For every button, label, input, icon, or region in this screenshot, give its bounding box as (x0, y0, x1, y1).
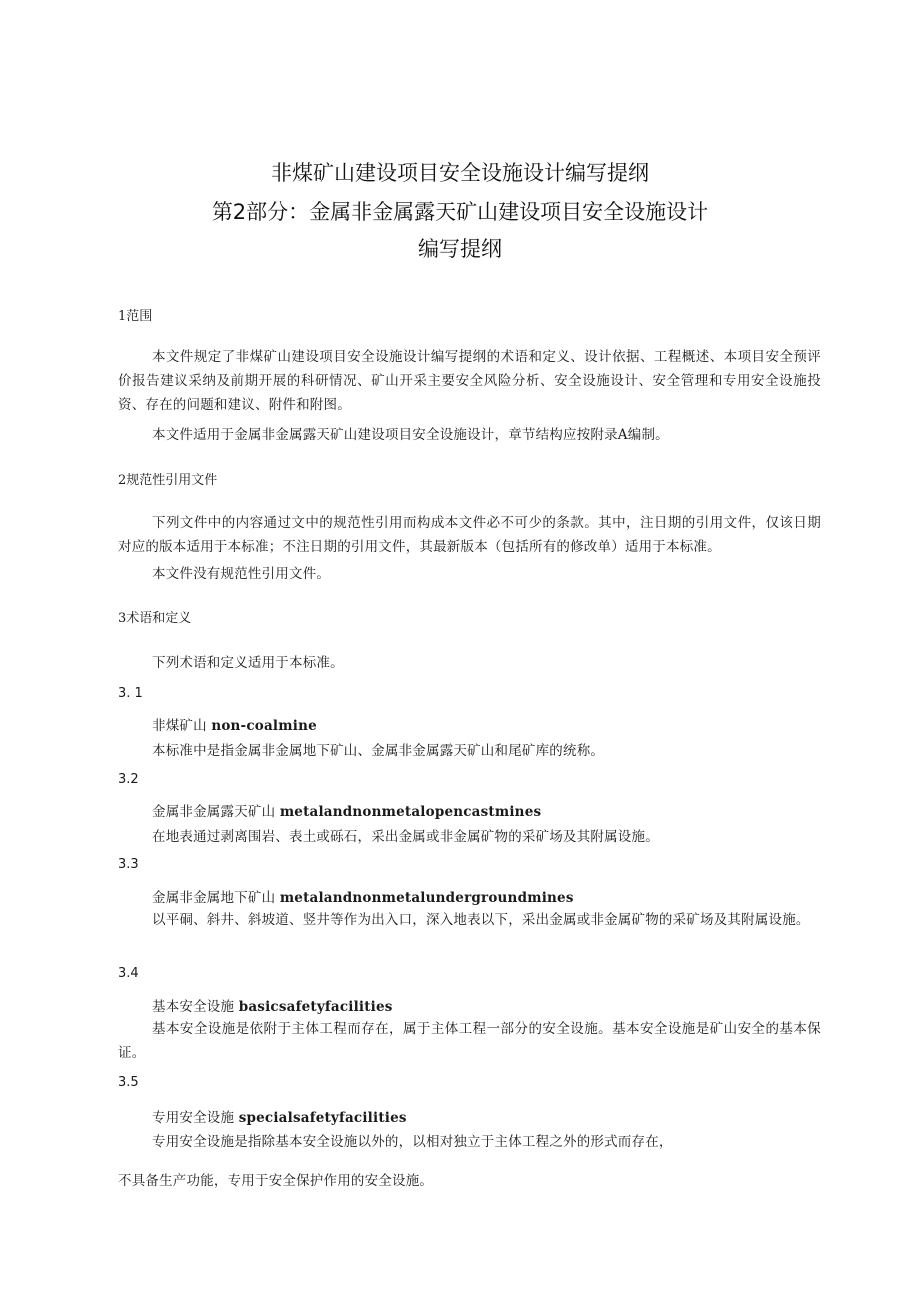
term-title (152, 886, 574, 906)
section-1-paragraph-1: 本文件规定了非煤矿山建设项目安全设施设计编写提纲的术语和定义、设计依据、工程概述、本项目安全预评价报告建议采纳及前期开展的科研情况、矿山开采主要安全风险分析、安全设施设计、安全管理和专用安全设施投资、存在的问题和建议、附件和附图。 (118, 349, 821, 413)
doc-title-line3: 编写提纲 (418, 237, 502, 261)
term-title (152, 714, 317, 734)
term-cn: 基本安全设施 (152, 999, 235, 1015)
doc-title-line1: 非煤矿山建设项目安全设施设计编写提纲 (271, 161, 649, 185)
section-2-heading: 2规范性引用文件 (118, 473, 218, 488)
term-definition: 以平硐、斜井、斜坡道、竖井等作为出入口，深入地表以下，采出金属或非金属矿物的采矿场及其附属设施。 (152, 912, 810, 928)
term-en: metalandnonmetalundergroundmines (279, 890, 574, 906)
term-definition-continued: 不具备生产功能，专用于安全保护作用的安全设施。 (118, 1173, 434, 1189)
term-title (152, 800, 541, 820)
term-definition: 在地表通过剥离围岩、表土或砾石，采出金属或非金属矿物的采矿场及其附属设施。 (152, 829, 659, 845)
section-1-paragraph-2: 本文件适用于金属非金属露天矿山建设项目安全设施设计，章节结构应按附录A编制。 (152, 427, 669, 443)
term-number: 3.2 (118, 772, 139, 787)
term-en: basicsafetyfacilities (238, 999, 393, 1015)
term-number: 3.3 (118, 857, 139, 872)
term-cn: 专用安全设施 (152, 1110, 235, 1126)
term-definition: 专用安全设施是指除基本安全设施以外的，以相对独立于主体工程之外的形式而存在， (152, 1134, 673, 1150)
doc-title-line2: 第2部分：金属非金属露天矿山建设项目安全设施设计 (211, 200, 709, 224)
section-3-heading: 3术语和定义 (118, 611, 192, 626)
section-2-paragraph-2: 本文件没有规范性引用文件。 (152, 566, 331, 582)
section-3-intro: 下列术语和定义适用于本标准。 (152, 655, 344, 671)
term-cn: 金属非金属露天矿山 (152, 804, 276, 820)
term-number: 3. 1 (118, 686, 143, 701)
section-1-heading: 1范围 (118, 309, 153, 324)
term-cn: 非煤矿山 (152, 718, 207, 734)
term-en: non-coalmine (211, 718, 317, 734)
term-en: metalandnonmetalopencastmines (279, 804, 542, 820)
term-en: specialsafetyfacilities (238, 1110, 407, 1126)
term-definition: 基本安全设施是依附于主体工程而存在，属于主体工程一部分的安全设施。基本安全设施是矿山安全的基本保证。 (118, 1021, 821, 1061)
term-title (152, 1106, 407, 1126)
term-number: 3.5 (118, 1075, 139, 1090)
term-title (152, 995, 393, 1015)
section-2-paragraph-1: 下列文件中的内容通过文中的规范性引用而构成本文件必不可少的条款。其中，注日期的引用文件，仅该日期对应的版本适用于本标准；不注日期的引用文件，其最新版本（包括所有的修改单）适用于本标准。 (118, 515, 821, 555)
term-cn: 金属非金属地下矿山 (152, 890, 276, 906)
term-definition: 本标准中是指金属非金属地下矿山、金属非金属露天矿山和尾矿库的统称。 (152, 743, 605, 759)
term-number: 3.4 (118, 966, 139, 981)
